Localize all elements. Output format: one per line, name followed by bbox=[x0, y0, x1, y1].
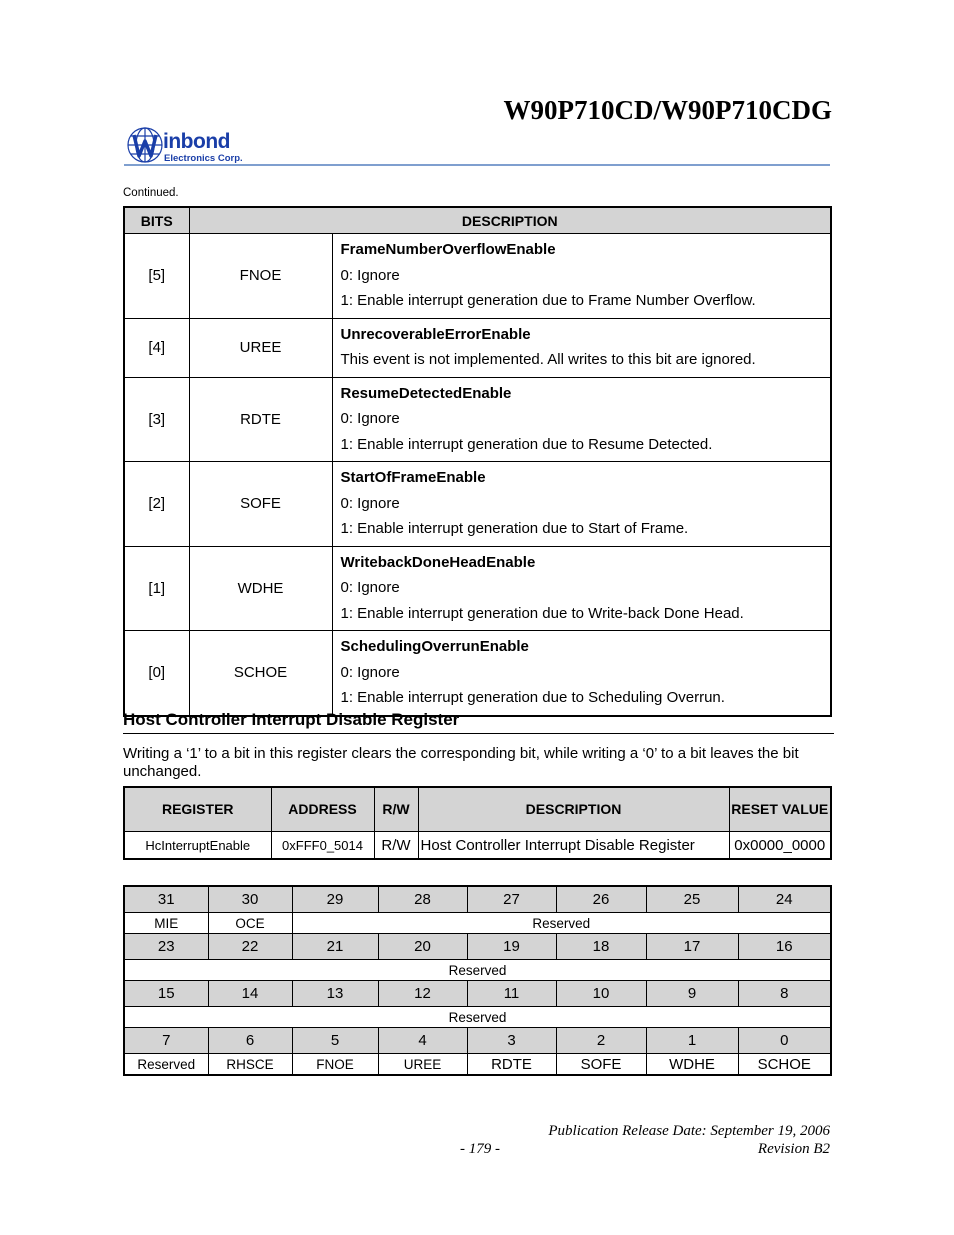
reset-value-header: RESET VALUE bbox=[729, 787, 831, 832]
bit-number: 5 bbox=[292, 1028, 378, 1054]
bit-field: RHSCE bbox=[208, 1054, 292, 1076]
bit-number: 22 bbox=[208, 934, 292, 960]
address-header: ADDRESS bbox=[271, 787, 374, 832]
section-rule bbox=[123, 733, 834, 734]
bit-number: 13 bbox=[292, 981, 378, 1007]
rw-header: R/W bbox=[374, 787, 418, 832]
bits-description-table bbox=[123, 206, 832, 717]
bit-description bbox=[332, 631, 831, 716]
bit-number: 8 bbox=[738, 981, 831, 1007]
table-row bbox=[124, 832, 831, 860]
description-line: 0: Ignore bbox=[340, 663, 400, 681]
register-header: REGISTER bbox=[124, 787, 271, 832]
bit-number-row bbox=[124, 981, 831, 1007]
bit-field: Reserved bbox=[124, 1054, 208, 1076]
bit-number: 30 bbox=[208, 886, 292, 913]
bit-number: 16 bbox=[738, 934, 831, 960]
bit-number: 4 bbox=[378, 1028, 467, 1054]
description-line: 1: Enable interrupt generation due to Scheduling Overrun. bbox=[340, 689, 725, 706]
bit-field: OCE bbox=[208, 913, 292, 934]
bit-number: 14 bbox=[208, 981, 292, 1007]
description-line: 0: Ignore bbox=[340, 410, 400, 427]
description-title: FrameNumberOverflowEnable bbox=[340, 241, 556, 258]
logo-sub-text: Electronics Corp. bbox=[164, 153, 243, 164]
bit-number: 12 bbox=[378, 981, 467, 1007]
bit-number: 17 bbox=[646, 934, 738, 960]
description-line: This event is not implemented. All writes to this bit are ignored. bbox=[340, 351, 756, 368]
bit-number: 23 bbox=[124, 934, 208, 960]
description-title: ResumeDetectedEnable bbox=[340, 384, 512, 402]
bit-number: 26 bbox=[556, 886, 646, 913]
bit-field-name: SOFE bbox=[189, 462, 332, 547]
section-paragraph: Writing a ‘1’ to a bit in this register clears the corresponding bit, while writing a ‘0’ to a bit leaves the bit unchanged. bbox=[123, 745, 799, 780]
logo-brand-text: inbond bbox=[163, 130, 230, 153]
bit-field: FNOE bbox=[292, 1054, 378, 1076]
footer-page-number: - 179 - bbox=[460, 1141, 500, 1157]
winbond-logo bbox=[126, 125, 256, 167]
bit-number: 31 bbox=[124, 886, 208, 913]
bit-number: 0 bbox=[738, 1028, 831, 1054]
bit-index: [5] bbox=[124, 234, 189, 319]
description-line: 0: Ignore bbox=[340, 494, 400, 512]
bit-number: 6 bbox=[208, 1028, 292, 1054]
bit-number: 11 bbox=[467, 981, 556, 1007]
register-address: 0xFFF0_5014 bbox=[271, 832, 374, 860]
description-line: 0: Ignore bbox=[340, 266, 400, 284]
table-row bbox=[124, 377, 831, 462]
description-title: StartOfFrameEnable bbox=[340, 469, 486, 486]
bit-number: 3 bbox=[467, 1028, 556, 1054]
bit-number-row bbox=[124, 934, 831, 960]
footer-revision: Revision B2 bbox=[757, 1141, 830, 1157]
description-line: 1: Enable interrupt generation due to Resume Detected. bbox=[340, 435, 713, 453]
bit-field-row bbox=[124, 913, 831, 934]
bits-header: BITS bbox=[124, 207, 189, 234]
bit-description bbox=[332, 234, 831, 319]
bit-number: 19 bbox=[467, 934, 556, 960]
bit-index: [3] bbox=[124, 377, 189, 462]
bit-field-row bbox=[124, 1007, 831, 1028]
bit-number: 15 bbox=[124, 981, 208, 1007]
document-title: W90P710CD/W90P710CDG bbox=[503, 95, 832, 125]
table-row bbox=[124, 631, 831, 716]
bit-field: UREE bbox=[378, 1054, 467, 1076]
register-rw: R/W bbox=[374, 832, 418, 860]
bit-index: [2] bbox=[124, 462, 189, 547]
bit-number: 10 bbox=[556, 981, 646, 1007]
bit-number-row bbox=[124, 886, 831, 913]
bit-field-reserved: Reserved bbox=[124, 960, 831, 981]
section-title: Host Controller Interrupt Disable Register bbox=[123, 710, 460, 729]
bit-index: [0] bbox=[124, 631, 189, 716]
description-line: 1: Enable interrupt generation due to Frame Number Overflow. bbox=[340, 292, 756, 309]
bit-number: 2 bbox=[556, 1028, 646, 1054]
bit-description bbox=[332, 546, 831, 631]
bit-description bbox=[332, 318, 831, 377]
bit-index: [1] bbox=[124, 546, 189, 631]
bit-number: 20 bbox=[378, 934, 467, 960]
description-title: WritebackDoneHeadEnable bbox=[340, 553, 536, 571]
bit-number: 7 bbox=[124, 1028, 208, 1054]
bit-index: [4] bbox=[124, 318, 189, 377]
bit-field-name: RDTE bbox=[189, 377, 332, 462]
table-row bbox=[124, 546, 831, 631]
register-reset-value: 0x0000_0000 bbox=[729, 832, 831, 860]
bit-field: SCHOE bbox=[738, 1054, 831, 1076]
bit-field-name: WDHE bbox=[189, 546, 332, 631]
description-title: SchedulingOverrunEnable bbox=[340, 638, 529, 655]
register-description: Host Controller Interrupt Disable Register bbox=[418, 832, 729, 860]
table-row bbox=[124, 462, 831, 547]
bit-number: 25 bbox=[646, 886, 738, 913]
bit-number: 27 bbox=[467, 886, 556, 913]
bit-number: 21 bbox=[292, 934, 378, 960]
register-name: HcInterruptEnable bbox=[124, 832, 271, 860]
bit-number-row bbox=[124, 1028, 831, 1054]
bit-field-name: SCHOE bbox=[189, 631, 332, 716]
bit-number: 1 bbox=[646, 1028, 738, 1054]
bit-number: 28 bbox=[378, 886, 467, 913]
bit-number: 24 bbox=[738, 886, 831, 913]
bit-field-reserved: Reserved bbox=[124, 1007, 831, 1028]
table-row bbox=[124, 318, 831, 377]
bit-number: 29 bbox=[292, 886, 378, 913]
bit-description bbox=[332, 462, 831, 547]
bit-field-row bbox=[124, 960, 831, 981]
description-header: DESCRIPTION bbox=[418, 787, 729, 832]
description-line: 1: Enable interrupt generation due to Write-back Done Head. bbox=[340, 604, 744, 622]
bit-field: MIE bbox=[124, 913, 208, 934]
description-line: 0: Ignore bbox=[340, 579, 400, 596]
bit-field: WDHE bbox=[646, 1054, 738, 1076]
table-row bbox=[124, 234, 831, 319]
bit-field: SOFE bbox=[556, 1054, 646, 1076]
bit-field-name: FNOE bbox=[189, 234, 332, 319]
bit-map-table bbox=[123, 885, 832, 1076]
bit-field: RDTE bbox=[467, 1054, 556, 1076]
continued-label: Continued. bbox=[123, 187, 179, 199]
footer-release-date: Publication Release Date: September 19, 2006 bbox=[548, 1123, 830, 1139]
bit-number: 9 bbox=[646, 981, 738, 1007]
bit-number: 18 bbox=[556, 934, 646, 960]
description-title: UnrecoverableErrorEnable bbox=[340, 325, 531, 343]
register-table bbox=[123, 786, 832, 860]
header-rule bbox=[124, 164, 830, 166]
bit-field-row bbox=[124, 1054, 831, 1076]
bit-field-reserved: Reserved bbox=[292, 913, 831, 934]
description-line: 1: Enable interrupt generation due to Start of Frame. bbox=[340, 520, 689, 537]
bit-field-name: UREE bbox=[189, 318, 332, 377]
description-header: DESCRIPTION bbox=[189, 207, 831, 234]
bit-description bbox=[332, 377, 831, 462]
